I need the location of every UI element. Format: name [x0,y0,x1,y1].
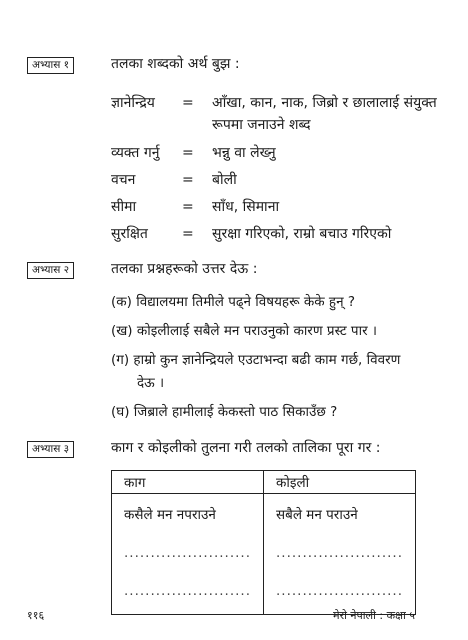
cuckoo-column [264,494,416,615]
question-ga-cont: देऊ । [137,375,165,391]
exercise-1-label: अभ्यास १ [27,57,74,74]
exercise-3-title: काग र कोइलीको तुलना गरी तलको तालिका पूरा गर : [111,440,381,456]
term-3: वचन [111,172,136,188]
question-ka: (क) विद्यालयमा तिमीले पढ्ने विषयहरू केके हुन् ? [111,294,356,310]
comparison-table [111,470,416,615]
book-title: मेरो नेपाली : कक्षा ५ [333,609,416,622]
equals-3: = [182,172,194,188]
meaning-1: आँखा, कान, नाक, जिब्रो र छालालाई संयुक्त [212,95,437,111]
exercise-1-title: तलका शब्दको अर्थ बुझ : [111,56,240,72]
table-body-row [112,494,416,615]
term-1: ज्ञानेन्द्रिय [111,95,155,111]
term-4: सीमा [111,199,137,215]
crow-blank-1[interactable]: ........................ [124,545,251,561]
page-number: ११६ [27,609,45,622]
exercise-3-label: अभ्यास ३ [27,441,74,458]
term-5: सुरक्षित [111,226,148,242]
meaning-5: सुरक्षा गरिएको, राम्रो बचाउ गरिएको [212,226,392,242]
header-cuckoo: कोइली [264,471,416,494]
question-kha: (ख) कोइलीलाई सबैले मन पराउनुको कारण प्रस्ट पार । [111,323,378,339]
term-2: व्यक्त गर्नु [111,145,160,161]
exercise-2-title: तलका प्रश्नहरूको उत्तर देऊ : [111,261,258,277]
cuckoo-blank-1[interactable]: ........................ [276,545,403,561]
equals-4: = [182,199,194,215]
question-gha: (घ) जिब्राले हामीलाई केकस्तो पाठ सिकाउँछ ? [111,404,338,420]
meaning-2: भन्नु वा लेख्नु [212,145,276,161]
crow-trait-1: कसैले मन नपराउने [124,507,216,523]
equals-5: = [182,226,194,242]
meaning-1-cont: रूपमा जनाउने शब्द [212,117,311,133]
equals-2: = [182,145,194,161]
exercise-2-label: अभ्यास २ [27,262,74,279]
crow-column [112,494,264,615]
equals-1: = [182,95,194,111]
crow-blank-2[interactable]: ........................ [124,583,251,599]
table-header-row [112,471,416,494]
meaning-3: बोली [212,172,237,188]
cuckoo-trait-1: सबैले मन पराउने [276,507,358,523]
meaning-4: साँध, सिमाना [212,199,280,215]
cuckoo-blank-2[interactable]: ........................ [276,583,403,599]
question-ga: (ग) हाम्रो कुन ज्ञानेन्द्रियले एउटाभन्दा बढी काम गर्छ, विवरण [111,352,401,368]
header-crow: काग [112,471,264,494]
